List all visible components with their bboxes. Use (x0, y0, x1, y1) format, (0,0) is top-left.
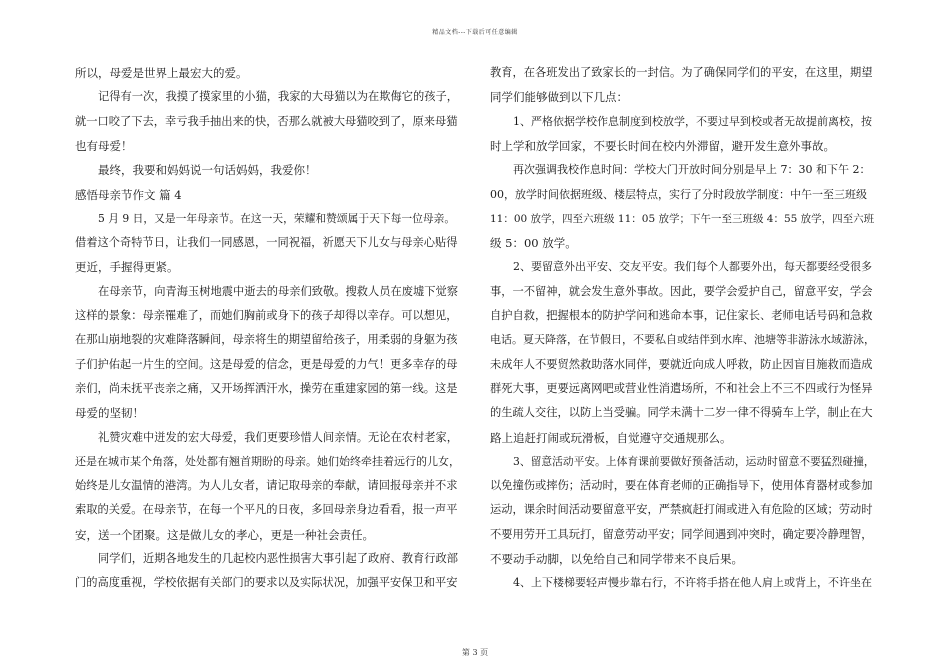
text-line: 母爱的坚韧！ (75, 406, 144, 421)
text-line: 安，送一个团聚。这是做儿女的孝心，更是一种社会责任。 (75, 527, 374, 542)
text-line: 电话。夏天降落，在节假日，不要私自或结伴到水库、池塘等非游泳水域游泳， (490, 333, 875, 347)
text-line: 时上学和放学回家，不要长时间在校内外滞留，避开发生意外事故。 (490, 138, 835, 153)
text-line: 教育，在各班发出了致家长的一封信。为了确保同学们的平安，在这里，期望 (490, 66, 873, 79)
text-line: 运动，课余时间活动要留意平安，严禁疯赶打闹或进入有危险的区域；劳动时 (490, 503, 873, 517)
text-line: 同学们能够做到以下几点： (490, 90, 628, 105)
text-line: 借着这个奇特节日，让我们一同感恩，一同祝福，祈愿天下儿女与母亲心贴得 (75, 236, 458, 250)
text-line: 就一口咬了下去，幸亏我手抽出来的快，否那么就被大母猫咬到了，原来母猫 (75, 114, 458, 128)
text-line: 同学们，近期各地发生的几起校内恶性损害大事引起了政府、教育行政部 (98, 552, 459, 565)
text-line: 事，一不留神，就会发生意外事故。因此，要学会爱护自己，留意平安，学会 (490, 284, 873, 298)
text-line: 5 月 9 日，又是一年母亲节。在这一天，荣耀和赞颂属于天下每一位母亲。 (98, 211, 456, 225)
text-line: 自护自救，把握根本的防护学问和逃命本事，记住家长、老师电话号码和急救 (490, 309, 873, 322)
text-line: 1、严格依据学校作息制度到校放学，不要过早到校或者无故提前离校，按 (513, 114, 872, 128)
text-line: 不要动手动脚，以免给自己和同学带来不良后果。 (490, 552, 743, 566)
text-line: 未成年人不要贸然救助落水同伴，要就近向成人呼救，防止因盲目施救而造成 (490, 357, 873, 371)
text-line: 礼赞灾难中迸发的宏大母爱，我们更要珍惜人间亲情。无论在农村老家， (98, 430, 459, 444)
text-line: 所以，母爱是世界上最宏大的爱。 (75, 66, 248, 80)
text-line: 还是在城市某个角落，处处都有翘首期盼的母亲。她们始终牵挂着远行的儿女， (75, 454, 460, 468)
text-line: 不要用劳开工具玩打，留意劳动平安；同学间遇到冲突时，确定要冷静理智， (490, 527, 873, 541)
text-line: 路上追赶打闹或玩滑板，自觉遵守交通规那么。 (490, 430, 732, 445)
text-line: 亲们，尚未抚平丧亲之痛，又开场挥洒汗水，操劳在重建家园的第一线。这是 (75, 381, 458, 395)
text-line: 的生疏人交往，以防上当受骗。同学未满十二岁一律不得骑车上学，制止在大 (490, 406, 873, 420)
text-line: 群死大事，更要远离网吧或营业性消遣场所，不和社会上不三不四或行为怪异 (490, 381, 873, 395)
text-line: 最终，我要和妈妈说一句话妈妈，我爱你！ (98, 163, 317, 178)
text-line: 索取的关爱。在母亲节，在每一个平凡的日夜，多回母亲身边看看，报一声平 (75, 503, 458, 517)
text-line: 3、留意活动平安。上体育课前要做好预备活动，运动时留意不要猛烈碰撞， (513, 454, 875, 468)
text-line: 子们护佑起一片生的空间。这是母爱的信念，更是母爱的力气！更多幸存的母 (75, 357, 458, 371)
text-line: 11：00 放学，四至六班级 11：05 放学；下午一至三班级 4：55 放学，四至六班 (490, 212, 875, 225)
text-line: 记得有一次，我摸了摸家里的小猫，我家的大母猫以为在欺侮它的孩子， (98, 90, 459, 104)
page-header: 精品文档---下载后可任意编辑 (432, 29, 518, 36)
text-line: 始终是儿女温情的港湾。为人儿女者，请记取母亲的奉献，请回报母亲并不求 (75, 479, 458, 493)
text-line: 2、要留意外出平安、交友平安。我们每个人都要外出，每天都要经受很多 (513, 260, 872, 274)
text-line: 再次强调我校作息时间：学校大门开放时间分别是早上 7：30 和下午 2： (513, 163, 871, 177)
text-line: 更近，手握得更紧。 (75, 260, 179, 275)
text-line: 00，放学时间依据班级、楼层特点，实行了分时段放学制度：中午一至三班级 (490, 187, 867, 201)
text-line: 感悟母亲节作文 篇 4 (75, 187, 182, 202)
text-line: 在那山崩地裂的灾难降落瞬间，母亲将生的期望留给孩子，用柔弱的身躯为孩 (75, 333, 458, 347)
text-line: 4、上下楼梯要轻声慢步靠右行，不许将手搭在他人肩上或背上，不许坐在 (513, 576, 872, 590)
text-line: 这样的景象：母亲罹难了，而她们胸前或身下的孩子却得以幸存。可以想见， (75, 309, 458, 322)
page-number: 第 3 页 (461, 648, 489, 657)
text-line: 在母亲节，向青海玉树地震中逝去的母亲们致敬。搜救人员在废墟下觉察 (98, 284, 459, 298)
text-line: 级 5：00 放学。 (490, 236, 577, 251)
text-line: 以免撞伤或摔伤；活动时，要在体育老师的正确指导下，使用体育器材或参加 (490, 479, 873, 493)
text-line: 也有母爱！ (75, 138, 133, 153)
text-line: 门的高度重视，学校依据有关部门的要求以及实际状况，加强平安保卫和平安 (75, 576, 458, 590)
